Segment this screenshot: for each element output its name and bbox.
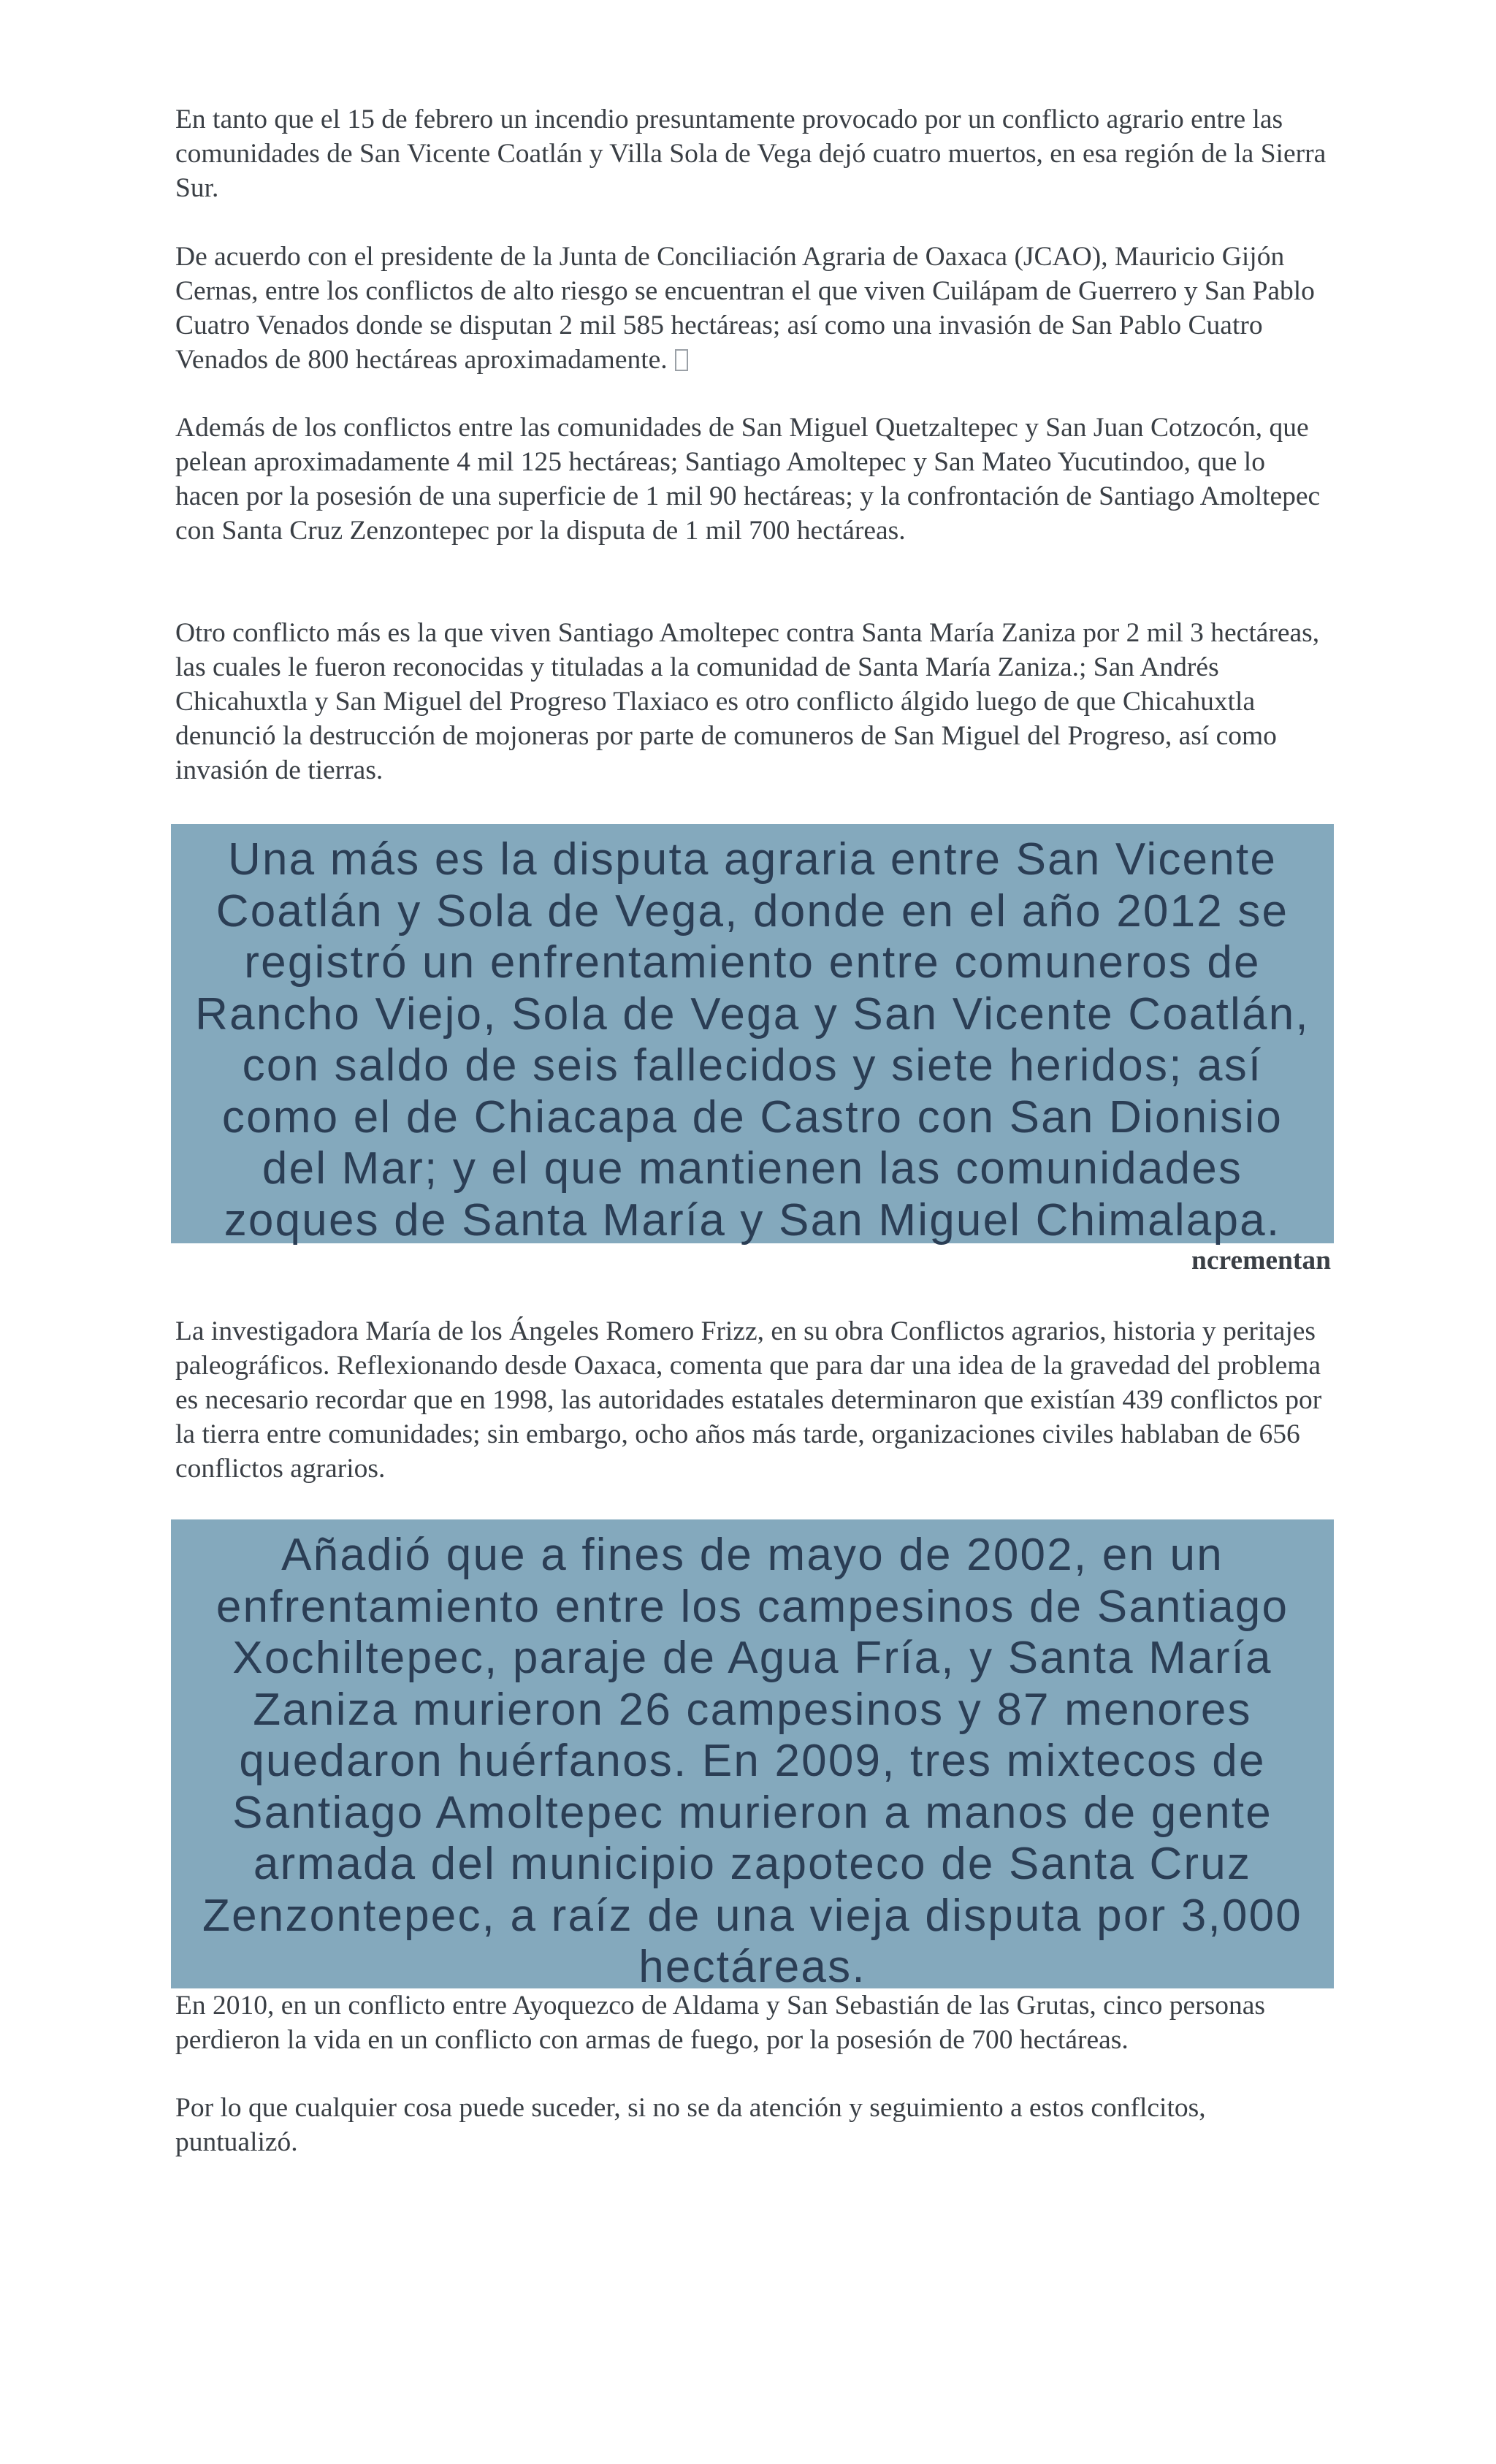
paragraph-7: Por lo que cualquier cosa puede suceder, si no se da atención y seguimiento a estos confl​citos, puntualizó. <box>175 2093 1206 2157</box>
paragraph-1: En tanto que el 15 de febrero un incendio presuntamente provocado por un conflicto agrario entre las comunidades de San Vicente Coatlán y Villa Sola de Vega dejó cuatro muertos, en esa región de la Sierra Sur. <box>175 104 1327 203</box>
paragraph-3: Además de los conflictos entre las comunidades de San Miguel Quetzaltepec y San Juan Cotzocón, que pelean aproximadamente 4 mil 125 hectáreas; Santiago Amoltepec y San Mateo Yucutindoo, que lo hacen por la posesión de una superficie de 1 mil 90 hectáreas; y la confrontación de Santiago Amoltepec con Santa Cruz Zenzontepec por la disputa de 1 mil 700 hectáreas. <box>175 413 1321 546</box>
pull-quote-2: Añadió que a fines de mayo de 2002, en un enfrentamiento entre los campesinos de Santiago Xochiltepec, paraje de Agua Fría, y Santa María Zaniza murieron 26 campesinos y 87 menores quedaron huérfanos. En 2009, tres mixtecos de Santiago Amoltepec murieron a manos de gente armada del municipio zapoteco de Santa Cruz Zenzontepec, a raíz de una vieja disputa por 3,000 hectáreas. <box>171 1519 1334 1988</box>
missing-glyph-icon <box>675 349 688 371</box>
paragraph-6: En 2010, en un conflicto entre Ayoquezco de Aldama y San Sebastián de las Grutas, cinco personas perdieron la vida en un conflicto con armas de fuego, por la posesión de 700 hectáreas. <box>175 1991 1265 2055</box>
paragraph-2 <box>175 240 1329 377</box>
paragraph-4: Otro conflicto más es la que viven Santiago Amoltepec contra Santa María Zaniza por 2 mil 3 hectáreas, las cuales le fueron reconocidas y tituladas a la comunidad de Santa María Zaniza.; San Andrés Chicahuxtla y San Miguel del Progreso Tlaxiaco es otro conflicto álgido luego de que Chicahuxtla denunció la destrucción de mojoneras por parte de comuneros de San Miguel del Progreso, así como invasión de tierras. <box>175 618 1320 785</box>
paragraph-2-text: De acuerdo con el presidente de la Junta de Conciliación Agraria de Oaxaca (JCAO), Mauricio Gijón Cernas, entre los conflictos de alto riesgo se encuentran el que viven Cuilápam de Guerrero y San Pablo Cuatro Venados donde se disputan 2 mil 585 hectáreas; así como una invasión de San Pablo Cuatro Venados de 800 hectáreas aproximadamente. <box>175 242 1315 375</box>
paragraph-5: La investigadora María de los Ángeles Romero Frizz, en su obra Conflictos agrarios, historia y peritajes paleográficos. Reflexionando desde Oaxaca, comenta que para dar una idea de la gravedad del problema es necesario recordar que en 1998, las autoridades estatales determinaron que existían 439 conflictos por la tierra entre comunidades; sin embargo, ocho años más tarde, organizaciones civiles hablaban de 656 conflictos agrarios. <box>175 1316 1322 1484</box>
pull-quote-1: Una más es la disputa agraria entre San Vicente Coatlán y Sola de Vega, donde en el año 2012 se registró un enfrentamiento entre comuneros de Rancho Viejo, Sola de Vega y San Vicente Coatlán, con saldo de seis fallecidos y siete heridos; así como el de Chiacapa de Castro con San Dionisio del Mar; y el que mantienen las comunidades zoques de Santa María y San Miguel Chimalapa. <box>171 824 1334 1243</box>
section-label: ncrementan <box>1191 1246 1331 1275</box>
